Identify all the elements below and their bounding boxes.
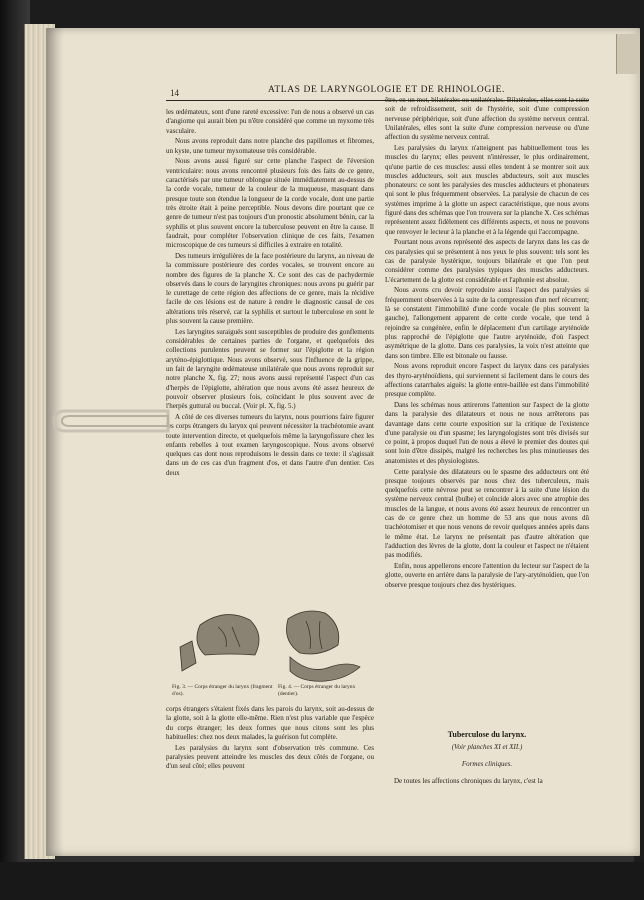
larynx-drawing-fig3 [197, 615, 259, 655]
paragraph: Les laryngites suraiguës sont susceptibles de produire des gonflements considérables de certaines parties de l'organe, et quelquefois des collections purulentes peuvent se former sur l'épiglotte et la région aryténo-épiglottique. Nous avons observé, sous l'influence de la grippe, un fait de laryngite œdémateuse unilatérale que nous avons reproduit sur notre planche X, fig. 27; nous avons aussi représenté l'aspect d'un cas d'herpès de l'épiglotte, altération que nous avons été assez heureux de pouvoir observer plusieurs fois, coïncidant le plus souvent avec de l'herpès guttural ou buccal. (Voir pl. X, fig. 5.) [166, 327, 374, 411]
paragraph: Cette paralysie des dilatateurs ou le spasme des adducteurs ont été presque toujours observés par nous chez des tuberculeux, mais quelquefois cette névrose peut se rencontrer à la suite d'une lésion du système nerveux central (bulbe) et coïncide alors avec une atrophie des muscles de la langue, et nous avons été assez heureux de rencontrer un cas de ce genre chez un homme de 53 ans que nous avons dû trachéotomiser et que nous venons de revoir quelques années après dans le même état. Le larynx ne présentait pas d'autre altération que l'adduction des lèvres de la glotte, dont la couleur et l'aspect ne n'étaient pas modifiés. [385, 467, 589, 560]
paragraph: être, en un mot, bilatérales ou unilatérales. Bilatérales, elles sont la suite soit de refroidissement, soit de l'hystérie, soit d'une compression nerveuse périphérique, soit d'une affection du système nerveux central. Unilatérales, elles sont la suite d'une compression nerveuse ou d'une affection du système nerveux central. [385, 96, 589, 142]
paragraph: De toutes les affections chroniques du larynx, c'est la [394, 777, 543, 785]
larynx-drawing-fig4-top [287, 611, 339, 654]
right-column-bottom [385, 777, 589, 797]
section-title: Tuberculose du larynx. [447, 730, 527, 739]
paragraph: Les paralysies du larynx sont d'observation très commune. Ces paralysies peuvent atteindre les muscles des deux côtés de l'organe, ou d'un seul côté; elles peuvent [166, 743, 374, 771]
paragraph: les œdémateux, sont d'une rareté excessive: l'un de nous a observé un cas d'angiome qui aurait bien pu n'être considéré que comme un myxome très vasculaire. [166, 108, 374, 135]
running-head: ATLAS DE LARYNGOLOGIE ET DE RHINOLOGIE. [268, 85, 505, 95]
paragraph: Enfin, nous appellerons encore l'attention du lecteur sur l'aspect de la glotte, ouverte en arrière dans la paralysie de l'ary-aryténoïdien, que l'on observe presque toujours chez des hystériques. [385, 562, 589, 589]
left-column [166, 108, 374, 670]
denture-drawing [290, 657, 360, 681]
paragraph: Dans les schémas nous attirerons l'attention sur l'aspect de la glotte dans la paralysie des dilatateurs et nous ne nous arrêterons pas davantage dans cette courte exposition sur la critique de l'existence d'une paralysie ou d'un spasme; les laryngologistes sont très divisés sur ce point, à propos duquel l'un de nous a élevé le premier des doutes qui sont loin d'être dissipés, malgré les recherches les plus minutieuses des anatomistes et des physiologistes. [385, 401, 589, 465]
backdrop-bottom [0, 862, 644, 900]
paragraph: Nous avons reproduit encore l'aspect du larynx dans ces paralysies des thyro-aryténoïdiens, qui surviennent si facilement dans le cours des affections catarrhales aiguës: la glotte entre-baillée est dans l'immobilité presque complète. [385, 362, 589, 399]
book-tab [616, 34, 639, 74]
page-marker-clip [52, 408, 170, 434]
right-column [385, 96, 589, 724]
section-subtitle: (Voir planches XI et XII.) [451, 743, 523, 751]
subsection-title: Formes cliniques. [461, 760, 513, 768]
paragraph: Nous avons cru devoir reproduire aussi l'aspect des paralysies si fréquemment observées à la suite de la compression d'un nerf récurrent; là se constatent l'immobilité d'une corde vocale (le plus souvent la gauche), l'allongement apparent de cette corde vocale, que tend à rejoindre sa congénère, enfin le déplacement d'un cartilage aryténoïde plus rapproché de l'épiglotte que l'autre aryténoïde, d'où l'aspect asymétrique de la glotte. Dans ces paralysies, la voix n'est atteinte que dans son timbre. Elle est bitonale ou fausse. [385, 286, 589, 360]
figure-caption-4: Fig. 4. — Corps étranger du larynx (dentier). [278, 684, 356, 697]
figure-caption-3: Fig. 3. — Corps étranger du larynx (fragment d'os). [172, 684, 273, 697]
bone-fragment-drawing [180, 641, 196, 671]
page-number: 14 [170, 88, 179, 98]
paragraph: A côté de ces diverses tumeurs du larynx, nous pourrions faire figurer les corps étrangers du larynx qui peuvent nécessiter la trachéotomie avant toute intervention directe, et quelquefois même la laryngofissure chez les enfants rebelles à tout examen laryngoscopique. Nous avons observé quelques cas dont nous reproduisons le dessin dans ce texte: il s'agissait dans un de ces cas d'un fragment d'os, et dans l'autre d'un dentier. Ces deux [166, 413, 374, 477]
paragraph: Les paralysies du larynx n'atteignent pas habituellement tous les muscles du larynx; elles peuvent n'intéresser, le plus ordinairement, qu'une partie de ces muscles: aussi elles tendent à se montrer soit aux muscles adducteurs, soit aux muscles abducteurs, soit aux muscles phonateurs: ce sont les paralysies des muscles adducteurs et phonateurs qui sont le plus fréquemment observées. La paralysie de chacun de ces systèmes imprime à la glotte un aspect caractéristique, que nous avons figuré dans des schémas que l'on trouvera sur la planche X. Ces schémas représentent assez fidèlement ces différents aspects, et nous ne pouvons que renvoyer le lecteur à la planche et à la légende qui l'accompagne. [385, 143, 589, 236]
paragraph: corps étrangers s'étaient fixés dans les parois du larynx, soit au-dessus de la glotte, soit à la glotte elle-même. Rien n'est plus variable que l'espèce du corps étranger; les deux formes que nous citons sont les plus habituelles: chez nos deux malades, la guérison fut complète. [166, 705, 374, 741]
paragraph: Nous avons aussi figuré sur cette planche l'aspect de l'éversion ventriculaire: nous avons rencontré plusieurs fois des faits de ce genre, caractérisés par une tumeur oblongue située immédiatement au-dessus de la corde vocale, tumeur de la couleur de la muqueuse, masquant dans presque toute son étendue la longueur de la corde vocale, dont une partie très étroite était à peine perceptible. Nous devons dire pourtant que ce genre de tumeur n'est pas toujours d'un pronostic absolument bénin, car la syphilis et plus souvent encore la tuberculose peuvent en être la cause. Il faudrait, pour compléter l'observation clinique de ces faits, l'examen microscopique de ces tumeurs si difficiles à extraire en totalité. [166, 157, 374, 250]
paragraph: Nous avons reproduit dans notre planche des papillomes et fibromes, un kyste, une tumeur myxomateuse très considérable. [166, 137, 374, 155]
left-column-bottom [166, 705, 374, 820]
paragraph: Des tumeurs irrégulières de la face postérieure du larynx, au niveau de la commissure postérieure des cordes vocales, se trouvent encore au nombre des figures de la planche X. Ce sont des cas de pachydermie observés dans le cours de laryngites chroniques: nous avons pu guérir par le curettage de cette région des affections de ce genre, mais la récidive facile de ces lésions est de nature à rendre le diagnostic causal de ces altérations très réservé, car la syphilis et surtout le tuberculose en sont le plus souvent la cause première. [166, 251, 374, 326]
paragraph: Pourtant nous avons représenté des aspects de larynx dans les cas de ces paralysies qui se présentent à nos yeux le plus souvent: tels sont les cas de paralysie hystérique, toujours bilatérale et que l'on peut considérer comme des paralysies typiques des muscles adducteurs. L'écartement de la glotte est considérable et l'aphonie est absolue. [385, 238, 589, 284]
